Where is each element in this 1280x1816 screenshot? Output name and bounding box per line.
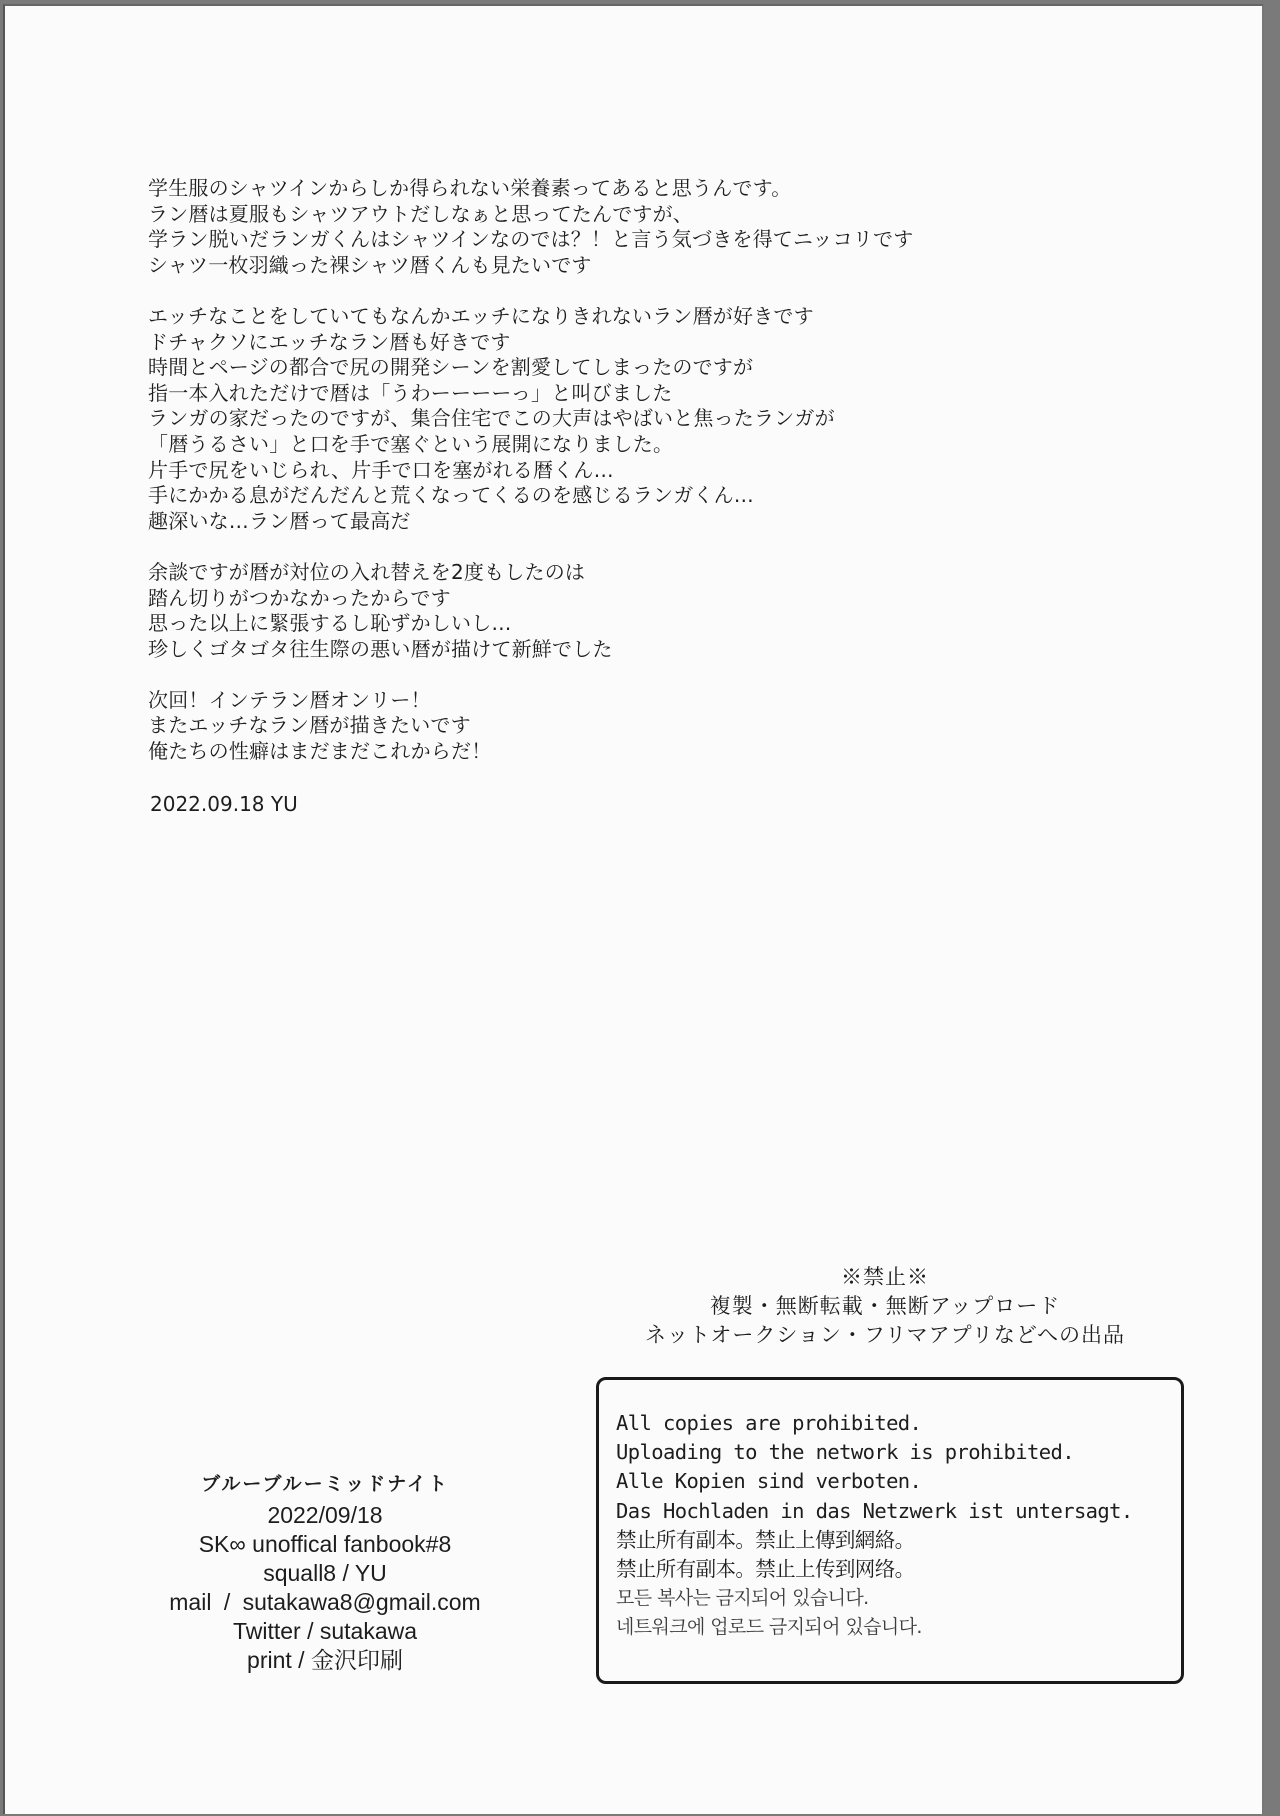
colophon bbox=[125, 1470, 525, 1675]
signoff-date: 2022.09.18 YU bbox=[150, 792, 298, 816]
afterword-line: 趣深いな…ラン暦って最高だ bbox=[148, 508, 411, 533]
afterword-text bbox=[148, 176, 1148, 765]
afterword-line: 片手で尻をいじられ、片手で口を塞がれる暦くん… bbox=[148, 457, 614, 482]
copyright-notice-box bbox=[596, 1377, 1184, 1684]
afterword-line: 珍しくゴタゴタ往生際の悪い暦が描けて新鮮でした bbox=[148, 636, 613, 661]
contact-twitter: Twitter / sutakawa bbox=[232, 1618, 418, 1644]
notice-line-en: All copies are prohibited. bbox=[616, 1411, 922, 1435]
prohibition-line: ネットオークション・フリマアプリなどへの出品 bbox=[644, 1323, 1125, 1347]
book-title: ブルーブルーミッドナイト bbox=[201, 1474, 449, 1495]
printer-name: print / 金沢印刷 bbox=[247, 1647, 403, 1673]
afterword-line: 指一本入れただけで暦は「うわーーーーっ」と叫びました bbox=[148, 380, 673, 405]
prohibition-notice bbox=[595, 1263, 1175, 1350]
afterword-line: 余談ですが暦が対位の入れ替えを2度もしたのは bbox=[148, 559, 586, 584]
notice-line-zh-cn: 禁止所有副本。禁止上传到网络。 bbox=[616, 1556, 915, 1581]
afterword-line: 思った以上に緊張するし恥ずかしいし… bbox=[148, 611, 512, 636]
paragraph-gap bbox=[148, 662, 1148, 688]
afterword-line: 手にかかる息がだんだんと荒くなってくるのを感じるランガくん… bbox=[148, 483, 754, 508]
afterword-line: 学ラン脱いだランガくんはシャツインなのでは？！と言う気づきを得てニッコリです bbox=[148, 227, 914, 252]
afterword-line: 踏ん切りがつかなかったからです bbox=[148, 585, 451, 610]
circle-name: squall8 / YU bbox=[263, 1560, 387, 1586]
afterword-line: 時間とページの都合で尻の開発シーンを割愛してしまったのですが bbox=[148, 355, 754, 380]
afterword-line: 「暦うるさい」と口を手で塞ぐという展開になりました。 bbox=[148, 431, 674, 456]
notice-line-de: Alle Kopien sind verboten. bbox=[616, 1469, 922, 1494]
afterword-line: ラン暦は夏服もシャツアウトだしなぁと思ってたんですが、 bbox=[148, 201, 693, 226]
notice-line-ko: 모든 복사는 금지되어 있습니다. bbox=[616, 1587, 869, 1610]
paragraph-gap bbox=[148, 278, 1148, 304]
publish-date: 2022/09/18 bbox=[267, 1502, 383, 1528]
notice-line-zh-tw: 禁止所有副本。禁止上傳到網絡。 bbox=[616, 1527, 915, 1552]
afterword-line: またエッチなラン暦が描きたいです bbox=[148, 713, 471, 738]
afterword-line: シャツ一枚羽織った裸シャツ暦くんも見たいです bbox=[148, 252, 592, 277]
paragraph-gap bbox=[148, 534, 1148, 560]
afterword-line: 俺たちの性癖はまだまだこれからだ！ bbox=[148, 739, 492, 764]
afterword-line: 学生服のシャツインからしか得られない栄養素ってあると思うんです。 bbox=[148, 176, 792, 200]
notice-line-ko: 네트워크에 업로드 금지되어 있습니다. bbox=[616, 1616, 922, 1639]
afterword-line: ドチャクソにエッチなラン暦も好きです bbox=[148, 329, 511, 354]
notice-line-de: Das Hochladen in das Netzwerk ist untersagt. bbox=[616, 1498, 1133, 1523]
afterword-line: ランガの家だったのですが、集合住宅でこの大声はやばいと焦ったランガが bbox=[148, 406, 835, 431]
prohibition-heading: ※禁止※ bbox=[841, 1265, 929, 1289]
afterword-line: 次回！インテラン暦オンリー！ bbox=[148, 687, 431, 712]
document-page bbox=[3, 4, 1264, 1814]
series-name: SK∞ unoffical fanbook#8 bbox=[198, 1531, 452, 1557]
contact-mail: mail / sutakawa8@gmail.com bbox=[169, 1589, 481, 1615]
notice-line-en: Uploading to the network is prohibited. bbox=[616, 1440, 1074, 1465]
afterword-line: エッチなことをしていてもなんかエッチになりきれないラン暦が好きです bbox=[148, 303, 814, 328]
prohibition-line: 複製・無断転載・無断アップロード bbox=[709, 1294, 1061, 1318]
